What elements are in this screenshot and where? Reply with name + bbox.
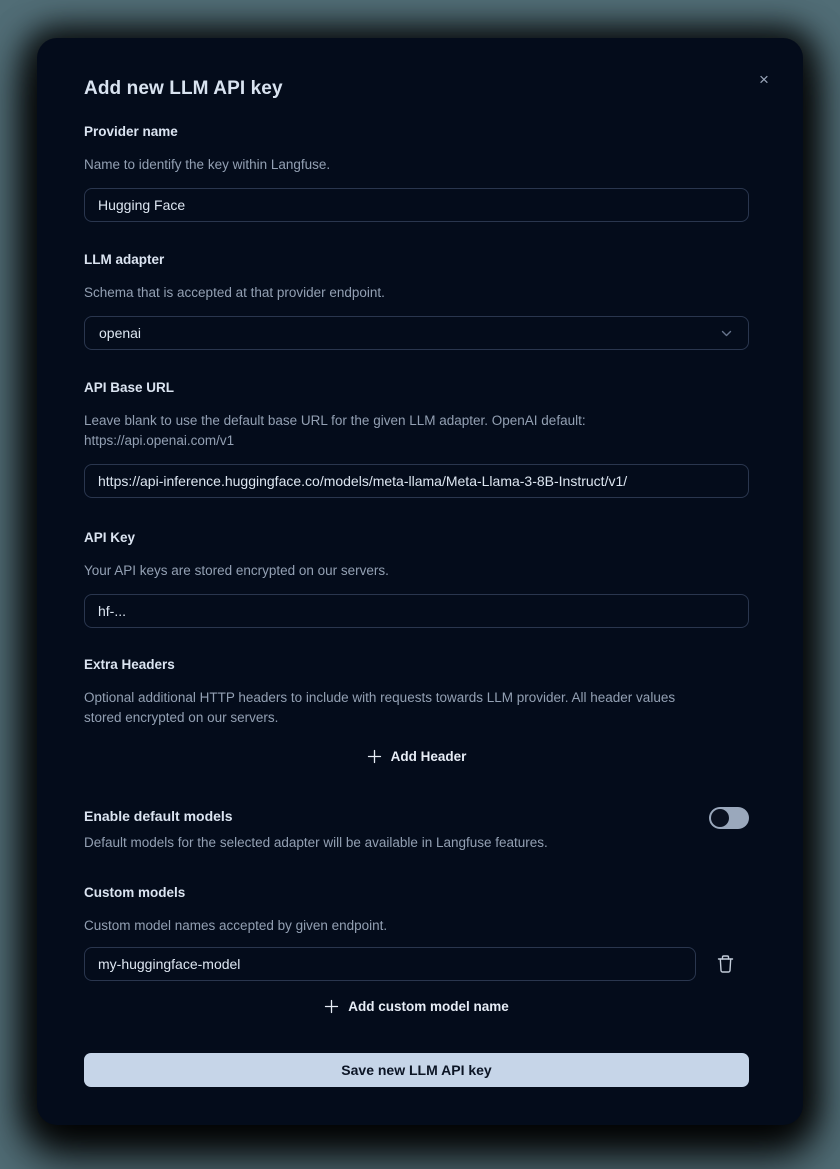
extra-headers-description: Optional additional HTTP headers to include with requests towards LLM provider. All header values stored encrypted on our servers. [84, 690, 676, 725]
api-key-input[interactable] [84, 594, 749, 628]
enable-default-models-toggle[interactable] [709, 807, 749, 829]
enable-default-models-label: Enable default models [84, 808, 233, 824]
api-base-url-label: API Base URL [84, 380, 175, 395]
dialog-title: Add new LLM API key [84, 78, 283, 99]
api-base-url-description: Leave blank to use the default base URL for the given LLM adapter. OpenAI default: https://api.openai.com/v1 [84, 413, 586, 448]
plus-icon [324, 999, 339, 1014]
api-key-description: Your API keys are stored encrypted on our servers. [84, 563, 389, 578]
provider-name-input[interactable] [84, 188, 749, 222]
trash-icon [716, 954, 735, 974]
chevron-down-icon [719, 326, 734, 341]
toggle-knob [711, 809, 729, 827]
custom-model-name-input[interactable] [84, 947, 696, 981]
llm-adapter-select[interactable] [84, 316, 749, 350]
save-button[interactable]: Save new LLM API key [84, 1053, 749, 1087]
custom-models-label: Custom models [84, 885, 186, 900]
extra-headers-field [84, 657, 749, 766]
delete-custom-model-button[interactable] [713, 952, 737, 976]
add-header-button[interactable] [361, 746, 473, 766]
llm-adapter-selected-value: openai [99, 325, 142, 341]
enable-default-models-description: Default models for the selected adapter will be available in Langfuse features. [84, 835, 548, 850]
add-custom-model-button-label: Add custom model name [348, 998, 509, 1014]
provider-name-description: Name to identify the key within Langfuse. [84, 157, 331, 172]
close-icon[interactable]: × [754, 70, 774, 90]
api-base-url-field [84, 380, 749, 498]
custom-models-field [84, 885, 749, 1016]
add-custom-model-button[interactable] [318, 996, 515, 1016]
llm-adapter-field [84, 252, 749, 350]
custom-model-row [84, 947, 749, 981]
add-header-button-label: Add Header [390, 748, 467, 764]
llm-adapter-label: LLM adapter [84, 252, 165, 267]
custom-models-description: Custom model names accepted by given endpoint. [84, 918, 388, 933]
provider-name-field [84, 124, 749, 222]
llm-adapter-description: Schema that is accepted at that provider endpoint. [84, 285, 385, 300]
provider-name-label: Provider name [84, 124, 178, 139]
api-key-label: API Key [84, 530, 136, 545]
api-key-field [84, 530, 749, 628]
extra-headers-label: Extra Headers [84, 657, 175, 672]
api-base-url-input[interactable] [84, 464, 749, 498]
plus-icon [367, 749, 382, 764]
enable-default-models-field [84, 807, 749, 853]
add-llm-api-key-dialog [37, 38, 803, 1125]
